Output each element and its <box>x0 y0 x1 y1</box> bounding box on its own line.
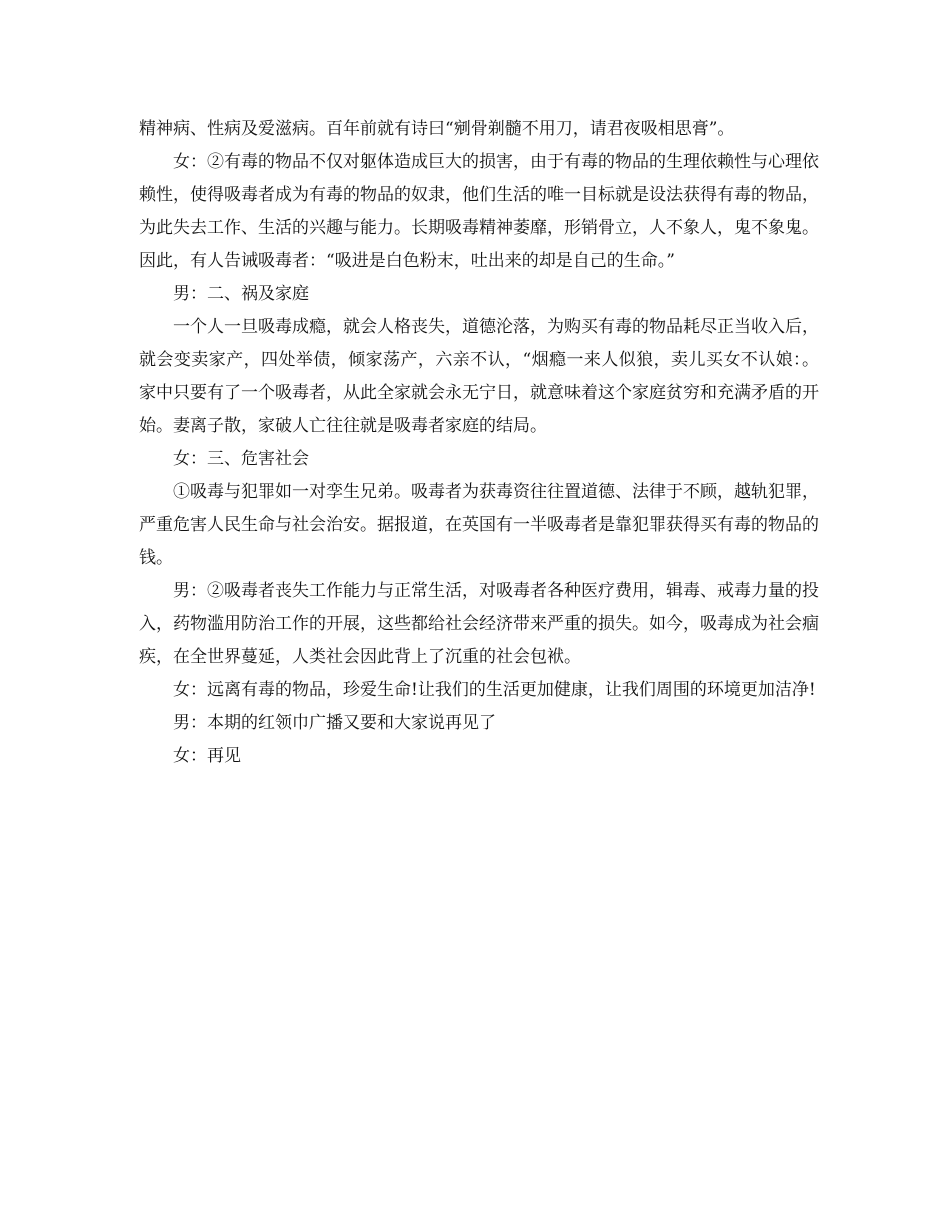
heading-harm-family: 男：二、祸及家庭 <box>173 284 309 304</box>
document-page <box>139 113 819 773</box>
paragraph-economic-loss: 男：②吸毒者丧失工作能力与正常生活，对吸毒者各种医疗费用，辑毒、戒毒力量的投入，药物滥用防治工作的开展，这些都给社会经济带来严重的损失。如今，吸毒成为社会痼疾，在全世界蔓延，人类社会因此背上了沉重的社会包袱。 <box>139 581 819 667</box>
paragraph-farewell-male: 男：本期的红领巾广播又要和大家说再见了 <box>173 713 496 733</box>
paragraph-farewell-female: 女：再见 <box>173 746 241 766</box>
paragraph-continuation: 精神病、性病及爱滋病。百年前就有诗曰“剜骨剃髓不用刀，请君夜吸相思膏”。 <box>139 119 735 139</box>
paragraph-crime: ①吸毒与犯罪如一对孪生兄弟。吸毒者为获毒资往往置道德、法律于不顾，越轨犯罪，严重危害人民生命与社会治安。据报道，在英国有一半吸毒者是靠犯罪获得买有毒的物品的钱。 <box>139 482 819 568</box>
paragraph-female-drug-dependence: 女：②有毒的物品不仅对躯体造成巨大的损害，由于有毒的物品的生理依赖性与心理依赖性，使得吸毒者成为有毒的物品的奴隶，他们生活的唯一目标就是设法获得有毒的物品，为此失去工作、生活的兴趣与能力。长期吸毒精神萎靡，形销骨立，人不象人，鬼不象鬼。因此，有人告诫吸毒者：“吸进是白色粉末，吐出来的却是自己的生命。” <box>139 152 819 271</box>
paragraph-family-ruin: 一个人一旦吸毒成瘾，就会人格丧失，道德沦落，为购买有毒的物品耗尽正当收入后，就会变卖家产，四处举债，倾家荡产，六亲不认，“烟瘾一来人似狼，卖儿买女不认娘：。家中只要有了一个吸毒者，从此全家就会永无宁日，就意味着这个家庭贫穷和充满矛盾的开始。妻离子散，家破人亡往往就是吸毒者家庭的结局。 <box>139 317 819 436</box>
heading-harm-society: 女：三、危害社会 <box>173 449 309 469</box>
paragraph-cherish-life: 女：远离有毒的物品，珍爱生命!让我们的生活更加健康，让我们周围的环境更加洁净! <box>173 680 816 700</box>
